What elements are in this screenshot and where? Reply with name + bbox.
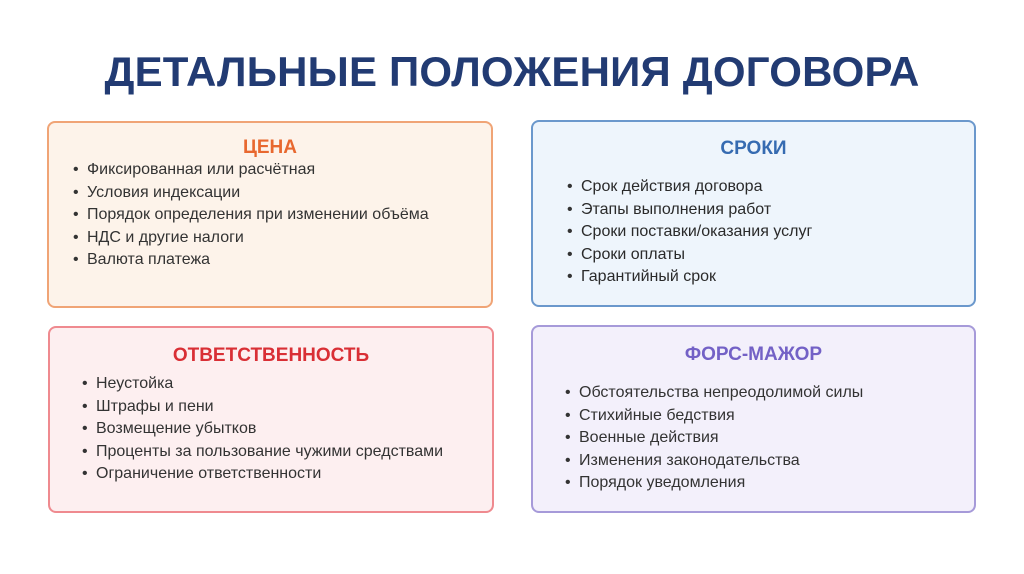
- list-item: • НДС и другие налоги: [73, 227, 473, 250]
- list-item: • Сроки поставки/оказания услуг: [567, 221, 957, 244]
- force-majeure-card-list: [565, 382, 955, 495]
- list-item: • Возмещение убытков: [82, 418, 472, 441]
- list-item: • Сроки оплаты: [567, 244, 957, 267]
- liability-card-list: [82, 373, 472, 486]
- force-majeure-card-title: ФОРС-МАЖОР: [684, 344, 823, 365]
- list-item: • Порядок определения при изменении объёма: [73, 204, 473, 227]
- list-item: • Штрафы и пени: [82, 396, 472, 419]
- list-item: • Срок действия договора: [567, 176, 957, 199]
- terms-card-title: СРОКИ: [720, 138, 787, 159]
- terms-card: [531, 120, 976, 307]
- force-majeure-card: [531, 325, 976, 513]
- list-item: • Гарантийный срок: [567, 266, 957, 289]
- list-item: • Фиксированная или расчётная: [73, 159, 473, 182]
- price-card: [47, 121, 493, 308]
- list-item: • Изменения законодательства: [565, 450, 955, 473]
- page-title: ДЕТАЛЬНЫЕ ПОЛОЖЕНИЯ ДОГОВОРА: [104, 48, 920, 95]
- list-item: • Военные действия: [565, 427, 955, 450]
- list-item: • Ограничение ответственности: [82, 463, 472, 486]
- list-item: • Этапы выполнения работ: [567, 199, 957, 222]
- liability-card: [48, 326, 494, 513]
- terms-card-list: [567, 176, 957, 289]
- liability-card-title: ОТВЕТСТВЕННОСТЬ: [172, 345, 370, 366]
- list-item: • Обстоятельства непреодолимой силы: [565, 382, 955, 405]
- price-card-title: ЦЕНА: [243, 137, 297, 158]
- list-item: • Проценты за пользование чужими средствами: [82, 441, 472, 464]
- list-item: • Валюта платежа: [73, 249, 473, 272]
- price-card-list: [73, 159, 473, 272]
- list-item: • Неустойка: [82, 373, 472, 396]
- list-item: • Условия индексации: [73, 182, 473, 205]
- list-item: • Стихийные бедствия: [565, 405, 955, 428]
- list-item: • Порядок уведомления: [565, 472, 955, 495]
